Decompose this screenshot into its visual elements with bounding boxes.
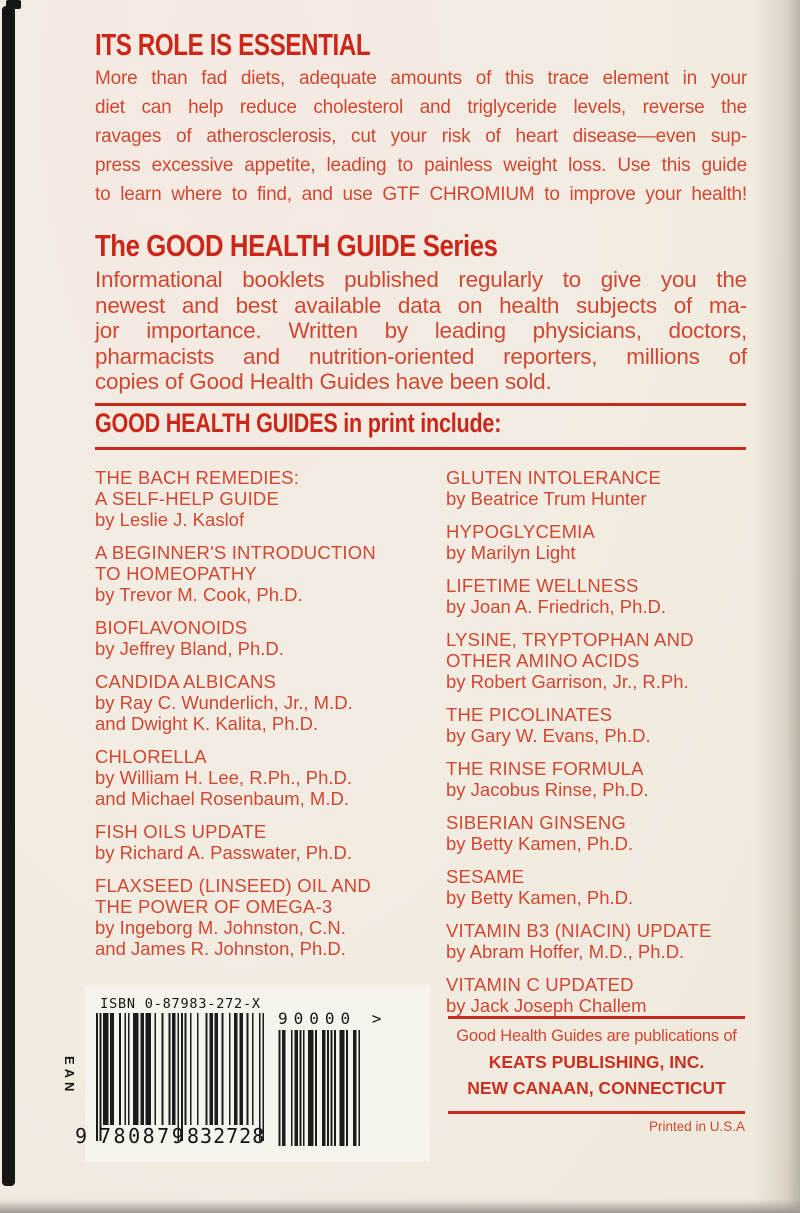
book-author-line: by Jack Joseph Challem — [446, 995, 647, 1016]
barcode-block — [62, 996, 388, 1153]
book-title-line: HYPOGLYCEMIA — [446, 521, 596, 542]
publisher-location: NEW CANAAN, CONNECTICUT — [467, 1078, 726, 1098]
series-line: newest and best available data on health subjects of ma- — [95, 292, 747, 318]
book-title-line: THE PICOLINATES — [446, 704, 613, 725]
book-title-line: GLUTEN INTOLERANCE — [446, 467, 662, 488]
publisher-intro-line: Good Health Guides are publications of — [456, 1027, 737, 1045]
divider-rule-bottom — [95, 447, 746, 450]
book-title-line: OTHER AMINO ACIDS — [446, 650, 640, 671]
book-title-line: THE RINSE FORMULA — [446, 758, 644, 779]
book-entry — [95, 746, 440, 809]
book-entry — [446, 629, 776, 692]
book-author-line: and James R. Johnston, Ph.D. — [95, 938, 346, 959]
ean13-barcode — [96, 1013, 265, 1141]
book-title-line: BIOFLAVONOIDS — [95, 617, 248, 638]
in-print-heading: GOOD HEALTH GUIDES in print include: — [95, 408, 502, 438]
book-title-line: FISH OILS UPDATE — [95, 821, 267, 842]
book-entry — [446, 575, 776, 617]
book-title-line: CHLORELLA — [95, 746, 207, 767]
book-title-line: LIFETIME WELLNESS — [446, 575, 639, 596]
publisher-box — [448, 1016, 745, 1134]
book-entry — [95, 542, 440, 605]
book-author-line: by Richard A. Passwater, Ph.D. — [95, 842, 353, 863]
book-author-line: by Ingeborg M. Johnston, C.N. — [95, 917, 346, 938]
book-title-line: THE BACH REMEDIES: — [95, 467, 300, 488]
book-title-line: VITAMIN B3 (NIACIN) UPDATE — [446, 920, 712, 941]
book-entry — [446, 974, 776, 1016]
book-author-line: and Michael Rosenbaum, M.D. — [95, 788, 349, 809]
book-entry — [95, 875, 440, 959]
book-author-line: by Ray C. Wunderlich, Jr., M.D. — [95, 692, 353, 713]
book-entry — [95, 467, 440, 530]
book-author-line: by Beatrice Trum Hunter — [446, 488, 647, 509]
book-author-line: by Betty Kamen, Ph.D. — [446, 833, 634, 854]
book-author-line: by Joan A. Friedrich, Ph.D. — [446, 596, 667, 617]
book-author-line: by Jeffrey Bland, Ph.D. — [95, 638, 284, 659]
book-list-left-column — [95, 467, 440, 971]
book-title-line: A SELF-HELP GUIDE — [95, 488, 280, 509]
series-line: pharmacists and nutrition-oriented reporters, millions of — [95, 343, 747, 369]
intro-line: diet can help reduce cholesterol and triglyceride levels, reverse the — [95, 97, 747, 118]
printed-in-usa: Printed in U.S.A — [648, 1119, 745, 1134]
book-entry — [95, 821, 440, 863]
book-author-line: by Betty Kamen, Ph.D. — [446, 887, 634, 908]
barcode-digit-group: 832728 — [187, 1124, 266, 1148]
intro-line: to learn where to find, and use GTF CHROMIUM to improve your health! — [95, 184, 747, 205]
book-title-line: SIBERIAN GINSENG — [446, 812, 627, 833]
book-title-line: CANDIDA ALBICANS — [95, 671, 277, 692]
series-paragraph — [95, 267, 747, 395]
scan-edge-bottom — [0, 1199, 800, 1213]
book-author-line: by Trevor M. Cook, Ph.D. — [95, 584, 303, 605]
book-title-line: TO HOMEOPATHY — [95, 563, 257, 584]
book-title-line: A BEGINNER'S INTRODUCTION — [95, 542, 376, 563]
book-entry — [446, 920, 776, 962]
book-entry — [95, 617, 440, 659]
series-line: Informational booklets published regularly to give you the — [95, 267, 747, 292]
divider-rule-top — [95, 403, 746, 406]
book-author-line: by Abram Hoffer, M.D., Ph.D. — [446, 941, 685, 962]
book-author-line: and Dwight K. Kalita, Ph.D. — [95, 713, 319, 734]
book-list-right-column — [446, 467, 776, 1028]
book-title-line: THE POWER OF OMEGA-3 — [95, 896, 333, 917]
publisher-rule-bottom — [448, 1111, 745, 1114]
book-author-line: by Gary W. Evans, Ph.D. — [446, 725, 651, 746]
book-author-line: by Jacobus Rinse, Ph.D. — [446, 779, 649, 800]
series-line: copies of Good Health Guides have been sold. — [95, 369, 552, 395]
scan-edge-left — [2, 6, 15, 1186]
intro-line: press excessive appetite, leading to painless weight loss. Use this guide — [95, 155, 747, 176]
book-entry — [446, 521, 776, 563]
barcode-digit-group: 780879 — [99, 1124, 187, 1148]
intro-line: ravages of atherosclerosis, cut your risk of heart disease—even sup- — [95, 126, 747, 147]
isbn-label: ISBN 0-87983-272-X — [100, 996, 261, 1012]
book-entry — [446, 704, 776, 746]
book-author-line: by Marilyn Light — [446, 542, 576, 563]
barcode-digit-group: 9 — [75, 1124, 88, 1148]
scan-edge-notch — [6, 0, 21, 9]
series-line: jor importance. Written by leading physicians, doctors, — [95, 318, 747, 344]
book-entry — [446, 866, 776, 908]
book-entry — [446, 467, 776, 509]
book-title-line: SESAME — [446, 866, 525, 887]
book-title-line: LYSINE, TRYPTOPHAN AND — [446, 629, 694, 650]
book-entry — [446, 812, 776, 854]
book-author-line: by Leslie J. Kaslof — [95, 509, 245, 530]
book-author-line: by Robert Garrison, Jr., R.Ph. — [446, 671, 689, 692]
book-title-line: FLAXSEED (LINSEED) OIL AND — [95, 875, 371, 896]
intro-line: More than fad diets, adequate amounts of this trace element in your — [95, 68, 747, 89]
book-entry — [95, 671, 440, 734]
publisher-rule-top — [448, 1016, 745, 1019]
intro-heading: ITS ROLE IS ESSENTIAL — [95, 27, 371, 62]
book-title-line: VITAMIN C UPDATED — [446, 974, 634, 995]
publisher-name: KEATS PUBLISHING, INC. — [488, 1052, 705, 1072]
series-heading: The GOOD HEALTH GUIDE Series — [95, 228, 498, 263]
book-entry — [446, 758, 776, 800]
ean-label: EAN — [62, 1056, 77, 1096]
supplement-label: 90000 > — [278, 1009, 388, 1028]
book-author-line: by William H. Lee, R.Ph., Ph.D. — [95, 767, 353, 788]
supplement-barcode — [277, 1030, 361, 1146]
intro-paragraph — [95, 64, 747, 209]
